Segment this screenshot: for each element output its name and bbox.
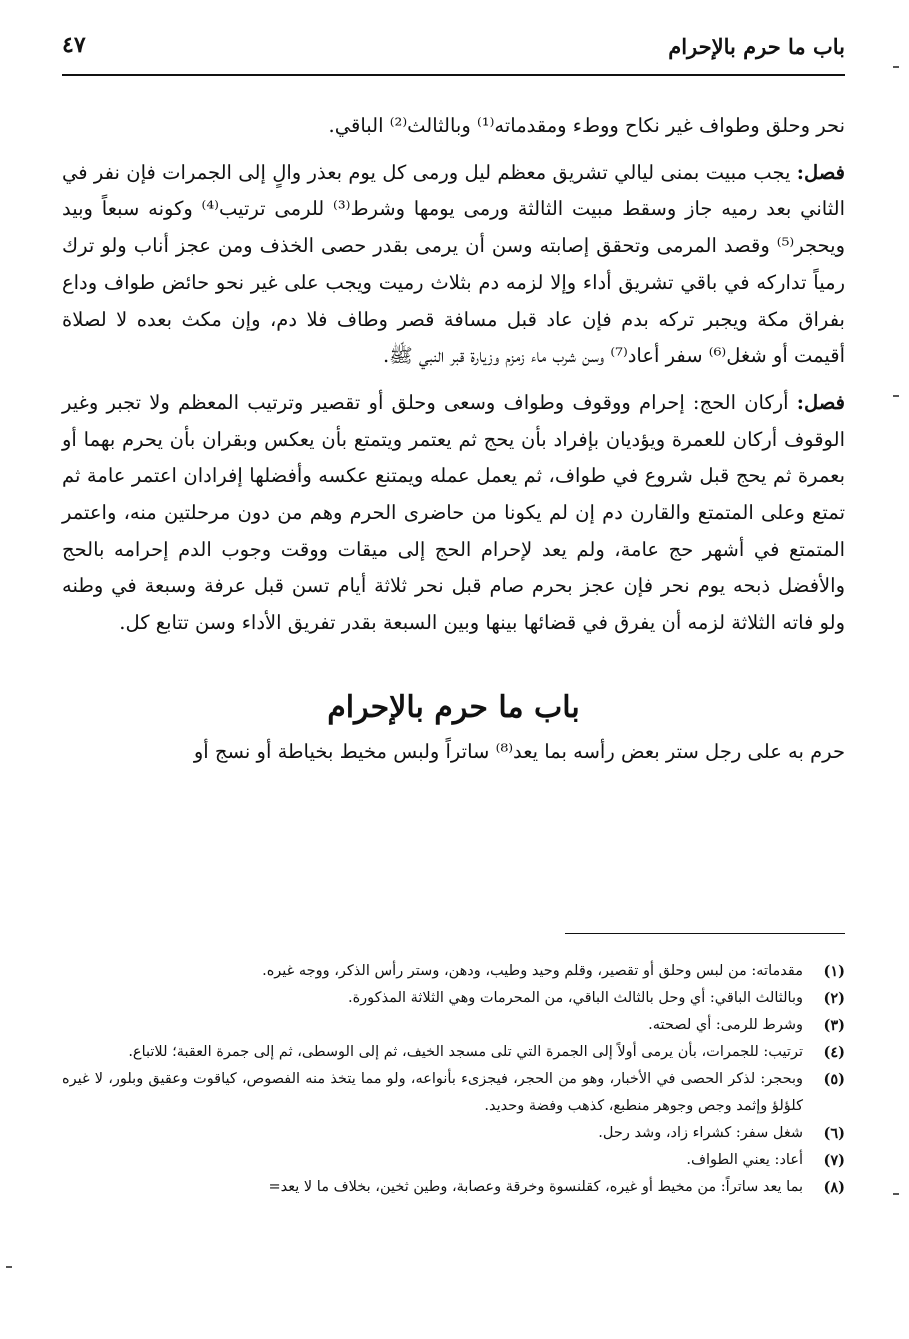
footnote (62, 1120, 845, 1147)
section-label: فصل: (796, 160, 845, 184)
footnote-number: (٥) (823, 1071, 845, 1088)
footnote-text: مقدماته: من لبس وحلق أو تقصير، وقلم وحيد وطيب، ودهن، وستر رأس الذكر، ووجه غيره. (262, 963, 803, 979)
footnote-text: وشرط للرمى: أي لصحته. (648, 1017, 803, 1033)
main-text (62, 108, 845, 771)
scan-mark (893, 1193, 899, 1195)
footnotes (62, 958, 845, 1201)
footnote-number: (٦) (823, 1125, 845, 1142)
paragraph-2 (62, 155, 845, 375)
paragraph-3-text: أركان الحج: إحرام ووقوف وطواف وسعى وحلق أو تقصير وترتيب المعظم ولا تجبر وغير الوقوف أركان للعمرة ويؤديان بإفراد بأن يحج ثم يعتمر ويتمتع بأن يعكس وبقران بأن يحرم بهما أو بعمرة ثم يحج قبل شروع في طواف، ثم يعمل عمله ويمتنع عكسه وأفضلها إفرادان اعتمر عامة ثم تمتع وعلى المتمتع والقارن دم إن لم يكونا من حاضرى الحرم وهم من دون مرحلتين منه، واعتمر المتمتع في أشهر حج عامة، ولم يعد لإحرام الحج إلى ميقات ووقت وجوب الدم إحرامه بالحج والأفضل ذبحه يوم نحر فإن عجز بحرم صام قبل نحر ثلاثة أيام تسن قبل عرفة وسبعة في وطنه ولو فاته الثلاثة لزمه أن يفرق في قضائها بينها وبين السبعة بقدر تفريق الأداء وسن تتابع كل. (62, 390, 845, 635)
page-number: ٤٧ (62, 32, 86, 58)
paragraph-1-text: نحر وحلق وطواف غير نكاح ووطء ومقدماته⁽¹⁾ وبالثالث⁽²⁾ الباقي. (328, 114, 845, 137)
footnote-number: (٣) (823, 1017, 845, 1034)
page-header (62, 28, 845, 76)
section-label: فصل: (796, 390, 845, 414)
footnote-text: أعاد: يعني الطواف. (686, 1152, 803, 1168)
footnote (62, 1012, 845, 1039)
footnote (62, 985, 845, 1012)
footnote (62, 1174, 845, 1201)
footnote (62, 1039, 845, 1066)
paragraph-4-text: حرم به على رجل ستر بعض رأسه بما يعد⁽⁸⁾ ساتراً ولبس مخيط بخياطة أو نسج أو (193, 739, 845, 763)
scan-mark (6, 1266, 12, 1268)
paragraph-1 (62, 108, 845, 145)
footnote-text: ترتيب: للجمرات، بأن يرمى أولاً إلى الجمرة التي تلى مسجد الخيف، ثم إلى الوسطى، ثم إلى جمرة العقبة؛ للاتباع. (128, 1044, 803, 1060)
paragraph-2-text: يجب مبيت بمنى ليالي تشريق معظم ليل ورمى كل يوم بعذر والٍ إلى الجمرات فإن نفر في الثاني بعد رميه جاز وسقط مبيت الثالثة ورمى يومها وشرط⁽³⁾ للرمى ترتيب⁽⁴⁾ وكونه سبعاً وبيد ويحجر⁽⁵⁾ وقصد المرمى وتحقق إصابته وسن أن يرمى بقدر حصى الخذف ومن عجز أناب ولو ترك رمياً تداركه في باقي تشريق أداء وإلا لزمه دم بثلاث رميت ويجب على غير نحو حائض طواف وداع بفراق مكة ويجبر تركه بدم فإن عاد قبل مسافة قصر وطاف فلا دم، وإن مكث بعده لا لصلاة أقيمت أو شغل⁽⁶⁾ سفر أعاد⁽⁷⁾ وسن شرب ماء زمزم وزيارة قبر النبي ﷺ. (62, 160, 845, 368)
footnote-text: وبحجر: لذكر الحصى في الأخبار، وهو من الحجر، فيجزىء بأنواعه، ولو مما يتخذ منه الفصوص، كياقوت وعقيق وبلور، لا غيره كلؤلؤ وإثمد وجص وجوهر منطبع، كذهب وفضة وحديد. (62, 1071, 803, 1114)
scan-mark (893, 395, 899, 397)
footnote (62, 1066, 845, 1120)
footnote-number: (٢) (823, 990, 845, 1007)
running-chapter-title: باب ما حرم بالإحرام (668, 34, 845, 59)
footnote-text: بما يعد ساتراً: من مخيط أو غيره، كقلنسوة وخرقة وعصابة، وطين ثخين، بخلاف ما لا يعد= (268, 1179, 803, 1195)
footnote-number: (٧) (823, 1152, 845, 1169)
footnote-text: شغل سفر: كشراء زاد، وشد رحل. (598, 1125, 803, 1141)
section-heading: باب ما حرم بالإحرام (327, 689, 580, 725)
footnote-text: وبالثالث الباقي: أي وحل بالثالث الباقي، من المحرمات وهي الثلاثة المذكورة. (347, 990, 803, 1006)
footnote (62, 958, 845, 985)
footnote-number: (٨) (823, 1179, 845, 1196)
footnote-separator (565, 933, 845, 934)
footnote-number: (١) (823, 963, 845, 980)
footnote-number: (٤) (823, 1044, 845, 1061)
scan-mark (893, 66, 899, 68)
footnote (62, 1147, 845, 1174)
paragraph-3 (62, 385, 845, 642)
paragraph-4 (62, 734, 845, 771)
